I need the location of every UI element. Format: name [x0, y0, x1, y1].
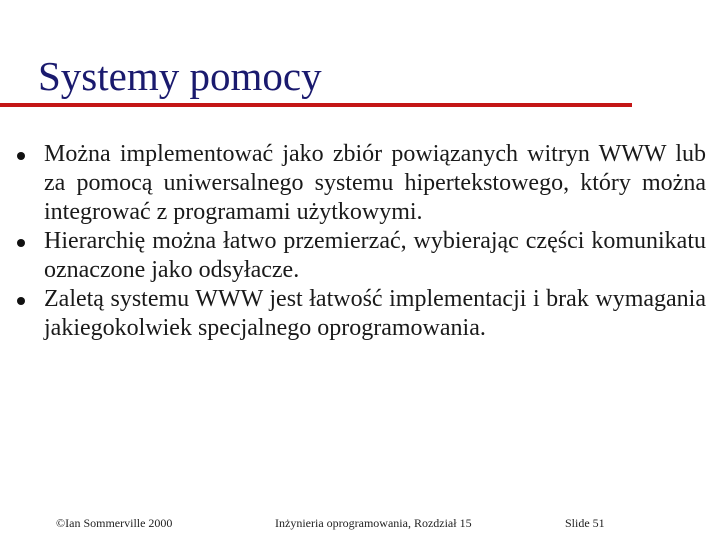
bullet-item [0, 227, 720, 285]
bullet-list [0, 140, 720, 343]
footer-course-title: Inżynieria oprogramowania, Rozdział 15 [275, 516, 472, 530]
bullet-item [0, 140, 720, 227]
bullet-text: Hierarchię można łatwo przemierzać, wybierając części komunikatu oznaczone jako odsyłacze. [44, 228, 706, 283]
bullet-text: Można implementować jako zbiór powiązanych witryn WWW lub za pomocą uniwersalnego systemu hipertekstowego, który można integrować z programami użytkowymi. [44, 141, 706, 225]
bullet-dot-icon [17, 152, 25, 160]
slide-title: Systemy pomocy [38, 53, 322, 99]
bullet-dot-icon [17, 239, 25, 247]
title-underline [0, 103, 632, 107]
footer-copyright: ©Ian Sommerville 2000 [56, 516, 173, 530]
bullet-dot-icon [17, 297, 25, 305]
bullet-text: Zaletą systemu WWW jest łatwość implementacji i brak wymagania jakiegokolwiek specjalnego oprogramowania. [44, 286, 706, 341]
footer-slide-number: Slide 51 [565, 516, 605, 530]
bullet-item [0, 285, 720, 343]
